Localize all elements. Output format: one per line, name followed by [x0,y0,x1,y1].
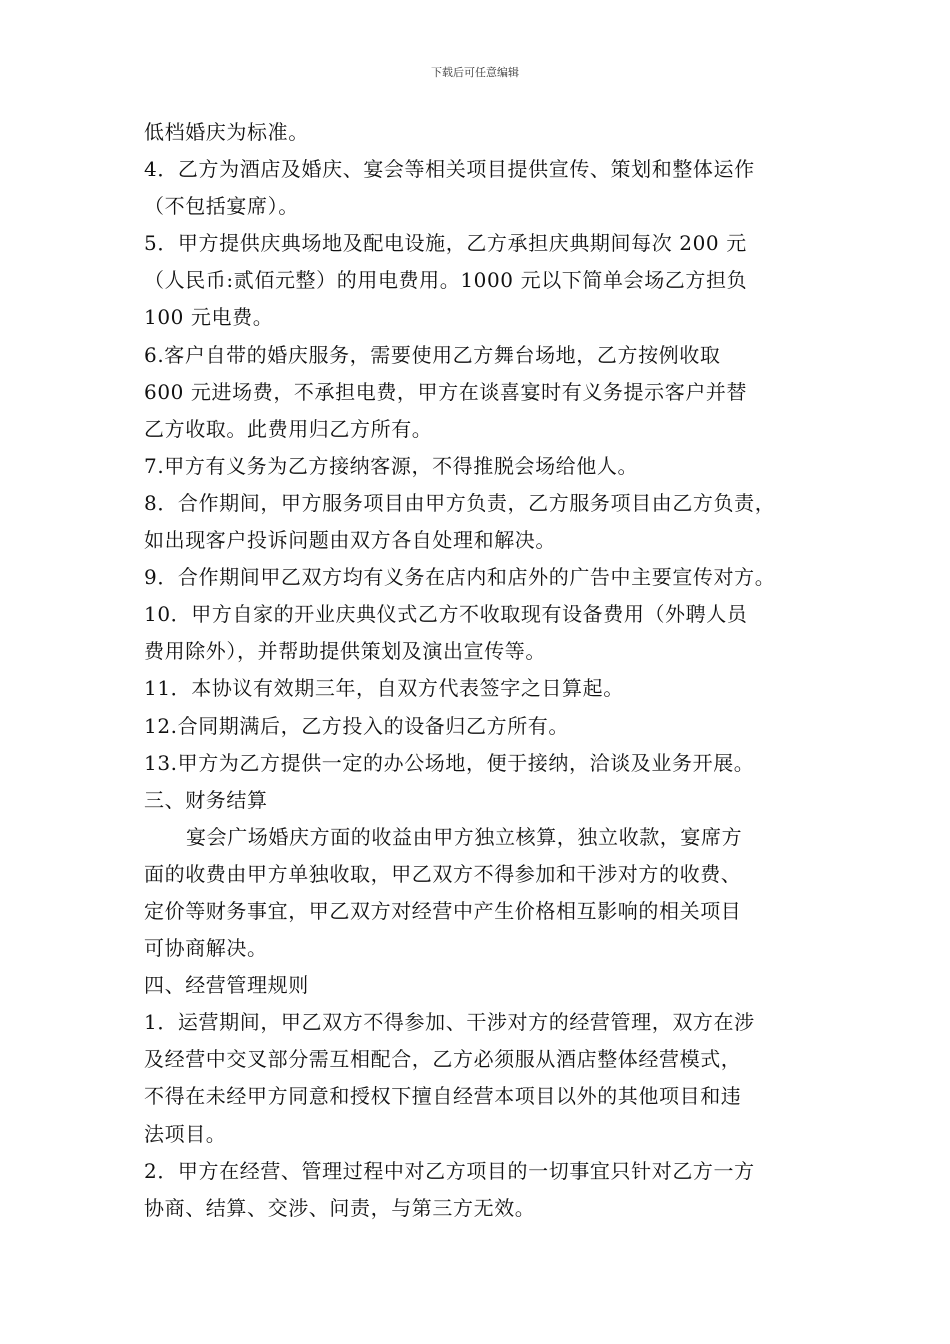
document-line: 100 元电费。 [144,305,274,330]
document-line: 低档婚庆为标准。 [144,120,309,144]
document-line: 600 元进场费，不承担电费，甲方在谈喜宴时有义务提示客户并替 [144,379,748,404]
document-line: 5．甲方提供庆典场地及配电设施，乙方承担庆典期间每次 200 元 [144,231,747,256]
document-line: 乙方收取。此费用归乙方所有。 [144,416,433,441]
document-line: 法项目。 [144,1121,227,1146]
document-line: 如出现客户投诉问题由双方各自处理和解决。 [144,528,556,553]
document-line: 协商、结算、交涉、问责，与第三方无效。 [144,1195,536,1220]
document-line: 7.甲方有义务为乙方接纳客源，不得推脱会场给他人。 [144,453,639,478]
document-line: 面的收费由甲方单独收取，甲乙双方不得参加和干涉对方的收费、 [144,861,742,886]
document-line: （人民币:贰佰元整）的用电费用。1000 元以下简单会场乙方担负 [144,268,748,293]
document-line: 三、财务结算 [144,787,268,812]
document-line: （不包括宴席）。 [144,194,299,219]
document-body [144,114,824,1227]
document-line: 四、经营管理规则 [144,973,309,998]
document-line: 6.客户自带的婚庆服务，需要使用乙方舞台场地，乙方按例收取 [144,342,721,367]
document-line: 4．乙方为酒店及婚庆、宴会等相关项目提供宣传、策划和整体运作 [144,157,755,182]
document-line: 及经营中交叉部分需互相配合，乙方必须服从酒店整体经营模式， [144,1047,742,1072]
document-line: 不得在未经甲方同意和授权下擅自经营本项目以外的其他项目和违 [144,1084,742,1109]
document-line: 8．合作期间，甲方服务项目由甲方负责，乙方服务项目由乙方负责， [144,490,776,515]
document-line: 定价等财务事宜，甲乙双方对经营中产生价格相互影响的相关项目 [144,898,742,923]
document-line: 13.甲方为乙方提供一定的办公场地，便于接纳，洽谈及业务开展。 [144,750,755,775]
document-line: 10．甲方自家的开业庆典仪式乙方不收取现有设备费用（外聘人员 [144,602,748,627]
page-header-note: 下载后可任意编辑 [431,66,519,79]
document-line: 9．合作期间甲乙双方均有义务在店内和店外的广告中主要宣传对方。 [144,565,776,590]
document-line: 宴会广场婚庆方面的收益由甲方独立核算，独立收款，宴席方 [186,824,743,849]
document-line: 11．本协议有效期三年，自双方代表签字之日算起。 [144,676,624,701]
document-line: 12.合同期满后，乙方投入的设备归乙方所有。 [144,713,570,738]
document-line: 1．运营期间，甲乙双方不得参加、干涉对方的经营管理，双方在涉 [144,1010,755,1035]
document-line: 费用除外），并帮助提供策划及演出宣传等。 [144,639,546,664]
document-line: 可协商解决。 [144,936,268,961]
document-line: 2．甲方在经营、管理过程中对乙方项目的一切事宜只针对乙方一方 [144,1158,755,1183]
